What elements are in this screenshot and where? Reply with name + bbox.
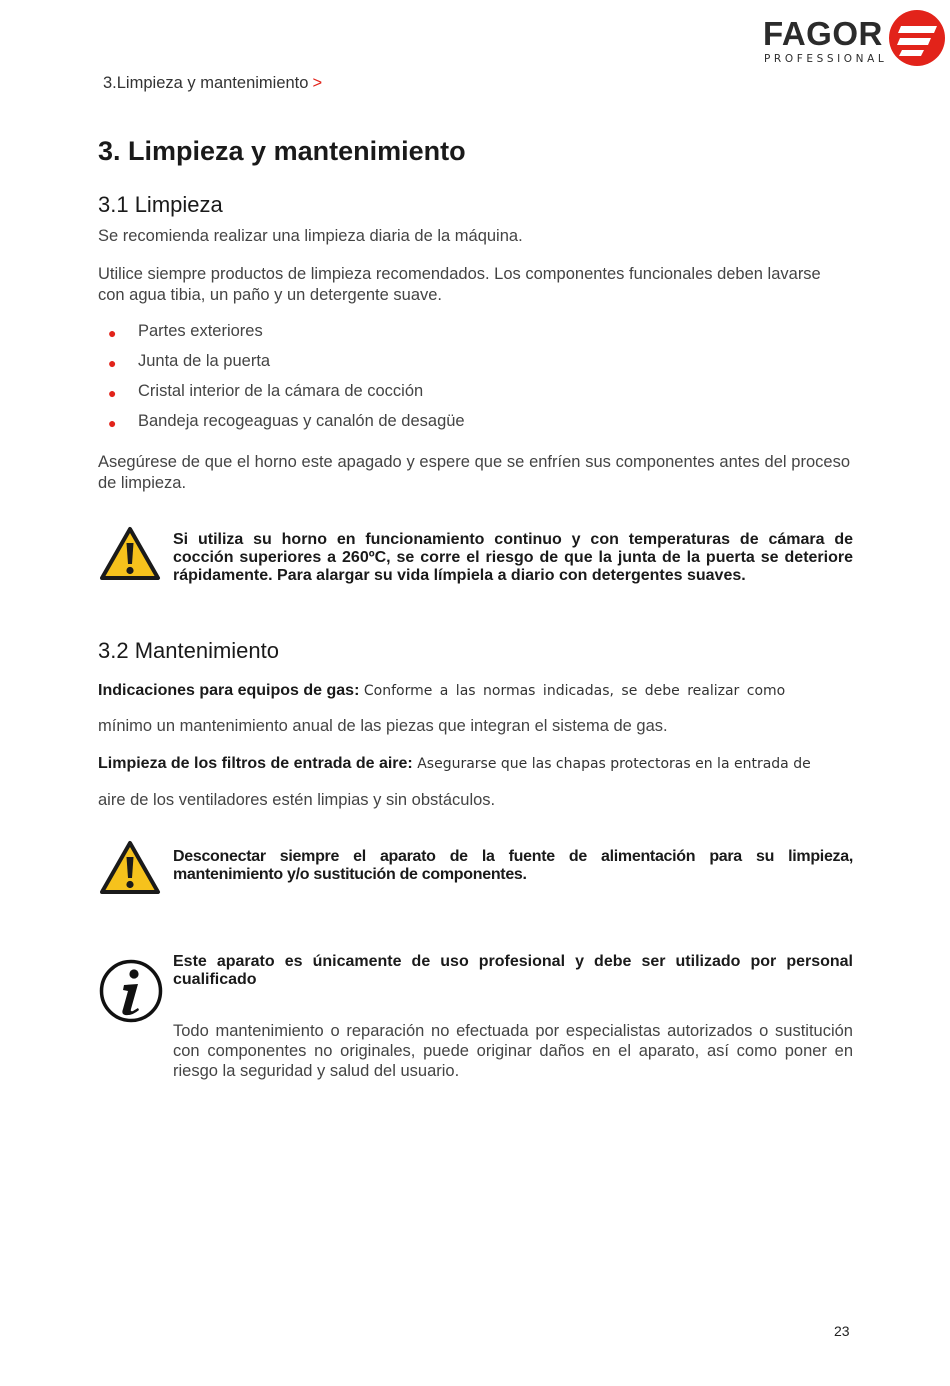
list-item: ● Junta de la puerta [108, 352, 465, 382]
filters-text: Asegurarse que las chapas protectoras en la entrada de [417, 756, 811, 772]
page-number: 23 [834, 1323, 850, 1339]
list-item: ● Partes exteriores [108, 322, 465, 352]
warning-box-1 [99, 526, 161, 587]
gas-indications-continuation: mínimo un mantenimiento anual de las piezas que integran el sistema de gas. [98, 717, 668, 735]
page-title: 3. Limpieza y mantenimiento [98, 136, 466, 166]
warning-triangle-icon [99, 840, 161, 896]
limpieza-paragraph-3: Asegúrese de que el horno este apagado y espere que se enfríen sus componentes antes del proceso de limpieza. [98, 453, 850, 492]
gas-indications-text: Conforme a las normas indicadas, se debe realizar como [363, 683, 786, 699]
filters-label: Limpieza de los filtros de entrada de aire: [98, 755, 413, 772]
cleaning-parts-list [108, 322, 465, 442]
section-heading-mantenimiento: 3.2 Mantenimiento [98, 638, 279, 663]
list-item: ● Bandeja recogeaguas y canalón de desagüe [108, 412, 465, 442]
bullet-icon: ● [108, 385, 117, 401]
section-heading-limpieza: 3.1 Limpieza [98, 192, 223, 217]
gas-indications-label: Indicaciones para equipos de gas: [98, 682, 360, 699]
gas-indications-line [98, 682, 850, 700]
limpieza-paragraph-1: Se recomienda realizar una limpieza diaria de la máquina. [98, 227, 523, 245]
breadcrumb-label[interactable]: 3.Limpieza y mantenimiento [103, 74, 309, 92]
breadcrumb [103, 74, 322, 93]
fagor-logo [763, 8, 949, 70]
fagor-logo-icon [887, 8, 947, 68]
filters-continuation: aire de los ventiladores estén limpias y sin obstáculos. [98, 791, 496, 809]
info-text-body: Todo mantenimiento o reparación no efectuada por especialistas autorizados o sustitución con componentes no originales, puede originar daños en el aparato, así como poner en riesgo la seguridad y salud del usuario. [173, 1022, 853, 1080]
warning-text-disconnect: Desconectar siempre el aparato de la fuente de alimentación para su limpieza, mantenimiento y/o sustitución de componentes. [173, 848, 853, 883]
bullet-icon: ● [108, 415, 117, 431]
limpieza-paragraph-2: Utilice siempre productos de limpieza recomendados. Los componentes funcionales deben lavarse con agua tibia, un paño y un detergente suave. [98, 265, 821, 304]
logo-subtitle: PROFESSIONAL [764, 53, 888, 65]
info-text-bold: Este aparato es únicamente de uso profesional y debe ser utilizado por personal cualificado [173, 953, 853, 988]
bullet-icon: ● [108, 325, 117, 341]
info-icon [99, 957, 165, 1025]
warning-triangle-icon [99, 526, 161, 582]
bullet-icon: ● [108, 355, 117, 371]
logo-wordmark: FAGOR [763, 15, 883, 52]
info-box [99, 957, 165, 1030]
warning-text-temperature: Si utiliza su horno en funcionamiento continuo y con temperaturas de cámara de cocción superiores a 260ºC, se corre el riesgo de que la junta de la puerta se deteriore rápidamente. Para alargar su vida límpiela a diario con detergentes suaves. [173, 531, 853, 584]
warning-box-2 [99, 840, 161, 901]
list-item: ● Cristal interior de la cámara de cocción [108, 382, 465, 412]
breadcrumb-separator: > [312, 74, 323, 92]
filters-line [98, 755, 850, 773]
